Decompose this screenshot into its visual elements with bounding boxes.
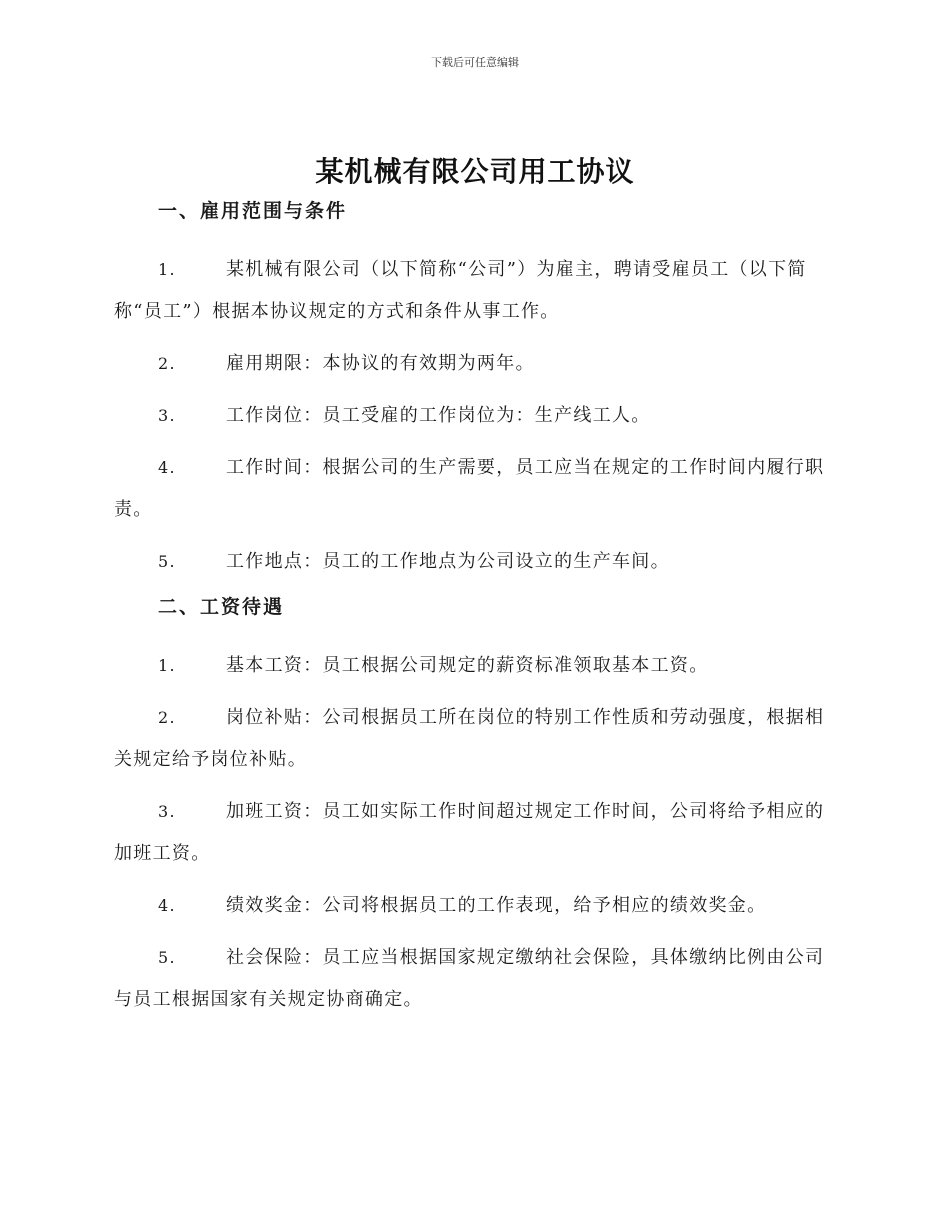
clause-text: 绩效奖金：公司将根据员工的工作表现，给予相应的绩效奖金。 (226, 895, 767, 916)
clause-number: 3. (158, 406, 176, 425)
clause-text: 加班工资：员工如实际工作时间超过规定工作时间，公司将给予相应的加班工资。 (114, 801, 825, 864)
clause-number: 5. (158, 552, 176, 571)
clause-number: 4. (158, 458, 176, 477)
clause-1-4 (114, 447, 834, 531)
clause-1-2 (114, 343, 834, 385)
clause-2-5 (114, 937, 834, 1021)
clause-number: 1. (158, 260, 176, 279)
clause-1-5 (114, 541, 834, 583)
clause-2-4 (114, 885, 834, 927)
clause-1-3 (114, 395, 834, 437)
clause-number: 4. (158, 896, 176, 915)
clause-number: 2. (158, 708, 176, 727)
clause-text: 社会保险：员工应当根据国家规定缴纳社会保险，具体缴纳比例由公司与员工根据国家有关规定协商确定。 (114, 947, 825, 1010)
clause-text: 雇用期限：本协议的有效期为两年。 (226, 353, 535, 374)
section-heading-wages: 二、工资待遇 (158, 596, 285, 618)
clause-number: 1. (158, 656, 176, 675)
clause-text: 基本工资：员工根据公司规定的薪资标准领取基本工资。 (226, 655, 709, 676)
section-heading-employment: 一、雇用范围与条件 (158, 200, 348, 222)
clause-2-1 (114, 645, 834, 687)
clause-text: 工作时间：根据公司的生产需要，员工应当在规定的工作时间内履行职责。 (114, 457, 825, 520)
clause-text: 工作地点：员工的工作地点为公司设立的生产车间。 (226, 551, 670, 572)
clause-text: 某机械有限公司（以下简称“公司”）为雇主，聘请受雇员工（以下简称“员工”）根据本协议规定的方式和条件从事工作。 (114, 259, 807, 322)
clause-2-3 (114, 791, 834, 875)
clause-text: 工作岗位：员工受雇的工作岗位为：生产线工人。 (226, 405, 651, 426)
clause-2-2 (114, 697, 834, 781)
header-note: 下载后可任意编辑 (431, 56, 519, 69)
clause-1-1 (114, 249, 834, 333)
clause-number: 5. (158, 948, 176, 967)
document-title: 某机械有限公司用工协议 (315, 155, 635, 188)
clause-text: 岗位补贴：公司根据员工所在岗位的特别工作性质和劳动强度，根据相关规定给予岗位补贴。 (114, 707, 825, 770)
clause-number: 3. (158, 802, 176, 821)
document-body (114, 197, 834, 1031)
clause-number: 2. (158, 354, 176, 373)
